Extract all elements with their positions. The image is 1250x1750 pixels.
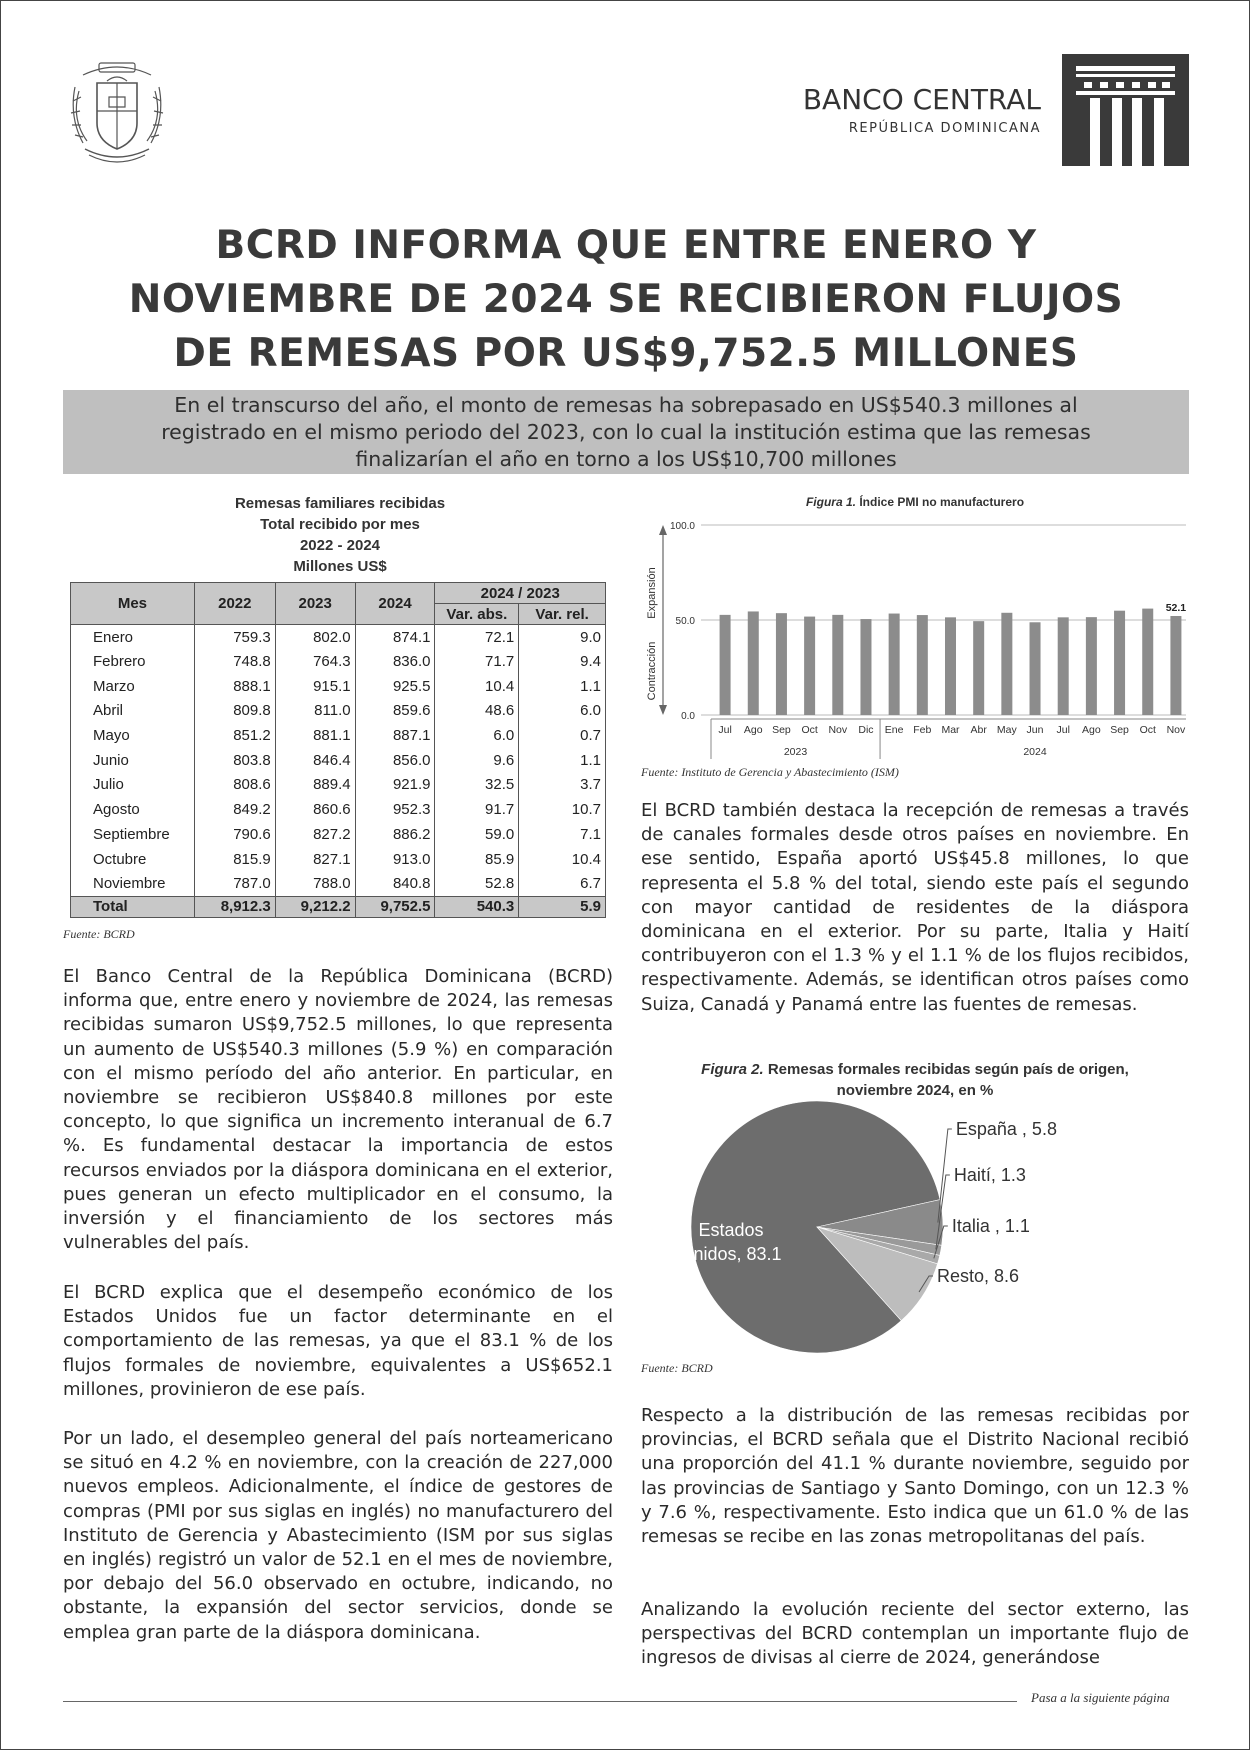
figure-1-title — [641, 495, 1189, 509]
brand-subtitle: REPÚBLICA DOMINICANA — [848, 121, 1041, 136]
x-tick-label: Oct — [801, 724, 818, 736]
table-total-value: 9,212.2 — [275, 896, 355, 917]
table-cell-value: 48.6 — [435, 699, 519, 724]
subtitle-banner — [63, 390, 1189, 474]
bar — [1001, 613, 1012, 715]
pie-label: Resto, 8.6 — [937, 1266, 1020, 1286]
table-cell-month: Octubre — [71, 847, 195, 872]
col-header-2022: 2022 — [194, 583, 275, 625]
figure-2-title-line2: noviembre 2024, en % — [836, 1082, 994, 1099]
table-row — [71, 723, 606, 748]
table-cell-value: 6.7 — [519, 871, 606, 896]
remittances-table — [70, 582, 606, 918]
table-row — [71, 871, 606, 896]
bank-logo-icon — [1062, 54, 1189, 166]
x-tick-label: Jun — [1026, 724, 1044, 736]
table-cell-value: 764.3 — [275, 649, 355, 674]
table-cell-month: Marzo — [71, 674, 195, 699]
table-cell-value: 748.8 — [194, 649, 275, 674]
table-cell-value: 811.0 — [275, 699, 355, 724]
table-row — [71, 822, 606, 847]
table-cell-value: 91.7 — [435, 797, 519, 822]
col-header-mes: Mes — [71, 583, 195, 625]
table-cell-month: Junio — [71, 748, 195, 773]
figure-2-title-line1: Remesas formales recibidas según país de origen, — [767, 1061, 1129, 1078]
bar — [1058, 617, 1069, 715]
x-tick-label: Ago — [1082, 724, 1101, 736]
x-tick-label: Nov — [828, 724, 848, 736]
table-title-line: Millones US$ — [293, 558, 387, 575]
pie-label: Haití, 1.3 — [953, 1165, 1026, 1185]
x-tick-label: Sep — [772, 724, 791, 736]
table-title-line: 2022 - 2024 — [299, 537, 381, 554]
y-tick-label: 50.0 — [675, 616, 695, 627]
table-cell-value: 0.7 — [519, 723, 606, 748]
subtitle-line: finalizarían el año en torno a los US$10,700 millones — [355, 447, 897, 471]
table-cell-value: 859.6 — [355, 699, 435, 724]
table-title-line: Remesas familiares recibidas — [234, 495, 446, 512]
paragraph-6: Analizando la evolución reciente del sector externo, las perspectivas del BCRD contemplan un importante flujo de ingresos de divisas al cierre de 2024, generándose — [641, 1599, 1189, 1669]
bar — [748, 611, 759, 715]
table-row — [71, 773, 606, 798]
paragraph-3: Por un lado, el desempleo general del país norteamericano se situó en 4.2 % en noviembre, con la creación de 227,000 nuevos empleos. Adicionalmente, el índice de gestores de compras (PMI por sus siglas en inglés) no manufacturero del Instituto de Gerencia y Abastecimiento (ISM por sus siglas en inglés) registró un valor de 52.1 en el mes de noviembre, por debajo del 56.0 observado en octubre, indicando, no obstante, la expansión del sector servicios, donde se emplea gran parte de la diáspora dominicana. — [63, 1428, 613, 1643]
table-cell-value: 851.2 — [194, 723, 275, 748]
table-cell-month: Abril — [71, 699, 195, 724]
figure-2-source: Fuente: BCRD — [641, 1361, 713, 1375]
headline-line: DE REMESAS POR US$9,752.5 MILLONES — [173, 331, 1079, 376]
arrow-up-icon — [659, 525, 667, 535]
table-cell-month: Enero — [71, 625, 195, 650]
table-row — [71, 797, 606, 822]
table-cell-value: 6.0 — [435, 723, 519, 748]
figure-1-prefix: Figura 1. — [805, 495, 856, 509]
table-cell-value: 889.4 — [275, 773, 355, 798]
x-tick-label: Jul — [718, 724, 732, 736]
paragraph-5: Respecto a la distribución de las remesas recibidas por provincias, el BCRD señala que el Distrito Nacional recibió una proporción del 41.1 % durante noviembre, seguido por las provincias de Santiago y Santo Domingo, con un 12.3 % y 7.6 %, respectivamente. Esto indica que un 61.0 % de las remesas se recibe en las zonas metropolitanas del país. — [641, 1405, 1189, 1548]
table-cell-value: 85.9 — [435, 847, 519, 872]
table-cell-value: 3.7 — [519, 773, 606, 798]
footer-divider — [63, 1701, 1017, 1702]
table-cell-value: 9.6 — [435, 748, 519, 773]
x-tick-label: Dic — [858, 724, 874, 736]
table-cell-value: 827.1 — [275, 847, 355, 872]
table-total-row — [71, 896, 606, 917]
table-cell-value: 7.1 — [519, 822, 606, 847]
table-row — [71, 847, 606, 872]
table-cell-value: 1.1 — [519, 674, 606, 699]
table-cell-value: 836.0 — [355, 649, 435, 674]
pie-label: España , 5.8 — [955, 1119, 1057, 1139]
table-total-value: 540.3 — [435, 896, 519, 917]
table-cell-value: 9.4 — [519, 649, 606, 674]
table-row — [71, 649, 606, 674]
table-cell-value: 9.0 — [519, 625, 606, 650]
pie-label-us-line1: Estados — [698, 1220, 764, 1240]
brand-block — [791, 85, 1041, 136]
bar — [1114, 611, 1125, 715]
bar — [945, 617, 956, 715]
headline — [63, 219, 1189, 381]
x-tick-label: Nov — [1166, 724, 1186, 736]
x-tick-label: Feb — [913, 724, 932, 736]
y-tick-label: 0.0 — [681, 711, 695, 722]
table-cell-value: 10.7 — [519, 797, 606, 822]
table-cell-value: 1.1 — [519, 748, 606, 773]
table-row — [71, 748, 606, 773]
table-cell-month: Agosto — [71, 797, 195, 822]
x-tick-label: Oct — [1139, 724, 1156, 736]
x-tick-label: Ene — [884, 724, 904, 736]
bar — [860, 619, 871, 715]
bar — [889, 614, 900, 715]
table-source: Fuente: BCRD — [63, 927, 135, 941]
table-cell-value: 815.9 — [194, 847, 275, 872]
subtitle-line: En el transcurso del año, el monto de remesas ha sobrepasado en US$540.3 millones al — [174, 393, 1078, 417]
pie-label-us-line2: Unidos, 83.1 — [680, 1244, 782, 1264]
x-tick-label: Sep — [1110, 724, 1129, 736]
paragraph-4: El BCRD también destaca la recepción de remesas a través de canales formales desde otros países en noviembre. En ese sentido, España aportó US$45.8 millones, lo que representa el 5.8 % del total, siendo este país el segundo con mayor cantidad de residentes de la diáspora dominicana en el exterior. Por su parte, Italia y Haití contribuyeron con el 1.3 % y el 1.1 % de los flujos recibidos, respectivamente. Además, se identifican otros países como Suiza, Canadá y Panamá entre las fuentes de remesas. — [641, 800, 1189, 1015]
table-row — [71, 625, 606, 650]
year-group-label: 2023 — [783, 746, 808, 758]
pmi-bar-chart — [641, 511, 1189, 761]
table-cell-value: 840.8 — [355, 871, 435, 896]
table-cell-value: 790.6 — [194, 822, 275, 847]
table-total-label: Total — [71, 896, 195, 917]
figure-1-title-text: Índice PMI no manufacturero — [859, 495, 1025, 509]
bar — [1086, 617, 1097, 715]
bar — [832, 615, 843, 715]
table-cell-value: 52.8 — [435, 871, 519, 896]
table-cell-value: 921.9 — [355, 773, 435, 798]
arrow-down-icon — [659, 705, 667, 715]
bar — [973, 621, 984, 715]
bar — [1170, 616, 1181, 715]
table-cell-value: 886.2 — [355, 822, 435, 847]
table-cell-value: 71.7 — [435, 649, 519, 674]
axis-label-contraccion: Contracción — [646, 641, 658, 701]
table-cell-value: 827.2 — [275, 822, 355, 847]
col-header-2024: 2024 — [355, 583, 435, 625]
subtitle-line: registrado en el mismo periodo del 2023, con lo cual la institución estima que las remesas — [161, 420, 1091, 444]
table-cell-value: 887.1 — [355, 723, 435, 748]
bar — [917, 615, 928, 715]
table-cell-value: 803.8 — [194, 748, 275, 773]
x-tick-label: Ago — [743, 724, 763, 736]
pie-label: Italia , 1.1 — [951, 1216, 1030, 1236]
table-cell-value: 59.0 — [435, 822, 519, 847]
table-row — [71, 699, 606, 724]
table-cell-value: 72.1 — [435, 625, 519, 650]
table-cell-value: 952.3 — [355, 797, 435, 822]
table-body — [71, 625, 606, 918]
footer-next-page: Pasa a la siguiente página — [1031, 1690, 1170, 1705]
figure-2-prefix: Figura 2. — [701, 1061, 764, 1078]
table-cell-month: Febrero — [71, 649, 195, 674]
bar — [1030, 622, 1041, 715]
origin-pie-chart — [641, 1101, 1189, 1356]
table-total-value: 9,752.5 — [355, 896, 435, 917]
table-cell-value: 788.0 — [275, 871, 355, 896]
table-cell-value: 849.2 — [194, 797, 275, 822]
x-tick-label: May — [996, 724, 1017, 736]
col-header-var-rel: Var. rel. — [519, 604, 606, 625]
table-cell-value: 881.1 — [275, 723, 355, 748]
bar — [776, 613, 787, 715]
paragraph-2: El BCRD explica que el desempeño económico de los Estados Unidos fue un factor determinante en el comportamiento de las remesas, ya que el 83.1 % de los flujos formales de noviembre, equivalentes a US$652.1 millones, provinieron de ese país. — [63, 1282, 613, 1400]
national-seal-icon — [63, 57, 171, 169]
paragraph-1: El Banco Central de la República Dominicana (BCRD) informa que, entre enero y noviembre de 2024, las remesas recibidas sumaron US$9,752.5 millones, lo que representa un aumento de US$540.3 millones (5.9 %) en comparación con el mismo período del año anterior. En particular, en noviembre se recibieron US$840.8 millones por este concepto, lo que significa un incremento interanual de 6.7 %. Es fundamental destacar la importancia de estos recursos enviados por la diáspora dominicana en el exterior, pues generan un efecto multiplicador en el consumo, la inversión y el financiamiento de los sectores más vulnerables del país. — [63, 966, 613, 1254]
axis-label-expansion: Expansión — [646, 567, 658, 619]
headline-line: BCRD INFORMA QUE ENTRE ENERO Y — [215, 223, 1037, 268]
y-tick-label: 100.0 — [669, 521, 695, 532]
headline-line: NOVIEMBRE DE 2024 SE RECIBIERON FLUJOS — [128, 277, 1124, 322]
table-cell-month: Julio — [71, 773, 195, 798]
table-total-value: 8,912.3 — [194, 896, 275, 917]
table-cell-value: 10.4 — [519, 847, 606, 872]
table-cell-month: Noviembre — [71, 871, 195, 896]
table-cell-value: 32.5 — [435, 773, 519, 798]
bar — [720, 615, 731, 715]
bar — [1142, 609, 1153, 715]
col-header-group: 2024 / 2023 — [435, 583, 606, 604]
table-cell-value: 787.0 — [194, 871, 275, 896]
x-tick-label: Mar — [941, 724, 960, 736]
table-cell-value: 759.3 — [194, 625, 275, 650]
year-group-label: 2024 — [1023, 746, 1047, 758]
table-cell-value: 10.4 — [435, 674, 519, 699]
brand-name: BANCO CENTRAL — [802, 83, 1041, 116]
x-tick-label: Abr — [970, 724, 987, 736]
table-cell-value: 808.6 — [194, 773, 275, 798]
table-row — [71, 674, 606, 699]
bar — [804, 617, 815, 715]
table-cell-value: 856.0 — [355, 748, 435, 773]
table-title-line: Total recibido por mes — [260, 516, 420, 533]
table-cell-value: 846.4 — [275, 748, 355, 773]
figure-2-title — [641, 1059, 1189, 1101]
table-cell-value: 802.0 — [275, 625, 355, 650]
table-cell-value: 925.5 — [355, 674, 435, 699]
col-header-var-abs: Var. abs. — [435, 604, 519, 625]
table-cell-month: Septiembre — [71, 822, 195, 847]
table-cell-month: Mayo — [71, 723, 195, 748]
table-cell-value: 915.1 — [275, 674, 355, 699]
table-cell-value: 874.1 — [355, 625, 435, 650]
x-tick-label: Jul — [1056, 724, 1070, 736]
table-cell-value: 6.0 — [519, 699, 606, 724]
bar-data-label: 52.1 — [1165, 602, 1187, 615]
table-total-value: 5.9 — [519, 896, 606, 917]
table-cell-value: 913.0 — [355, 847, 435, 872]
table-cell-value: 809.8 — [194, 699, 275, 724]
table-cell-value: 888.1 — [194, 674, 275, 699]
table-title — [70, 493, 610, 577]
col-header-2023: 2023 — [275, 583, 355, 625]
table-cell-value: 860.6 — [275, 797, 355, 822]
figure-1-source: Fuente: Instituto de Gerencia y Abastecimiento (ISM) — [641, 765, 899, 779]
